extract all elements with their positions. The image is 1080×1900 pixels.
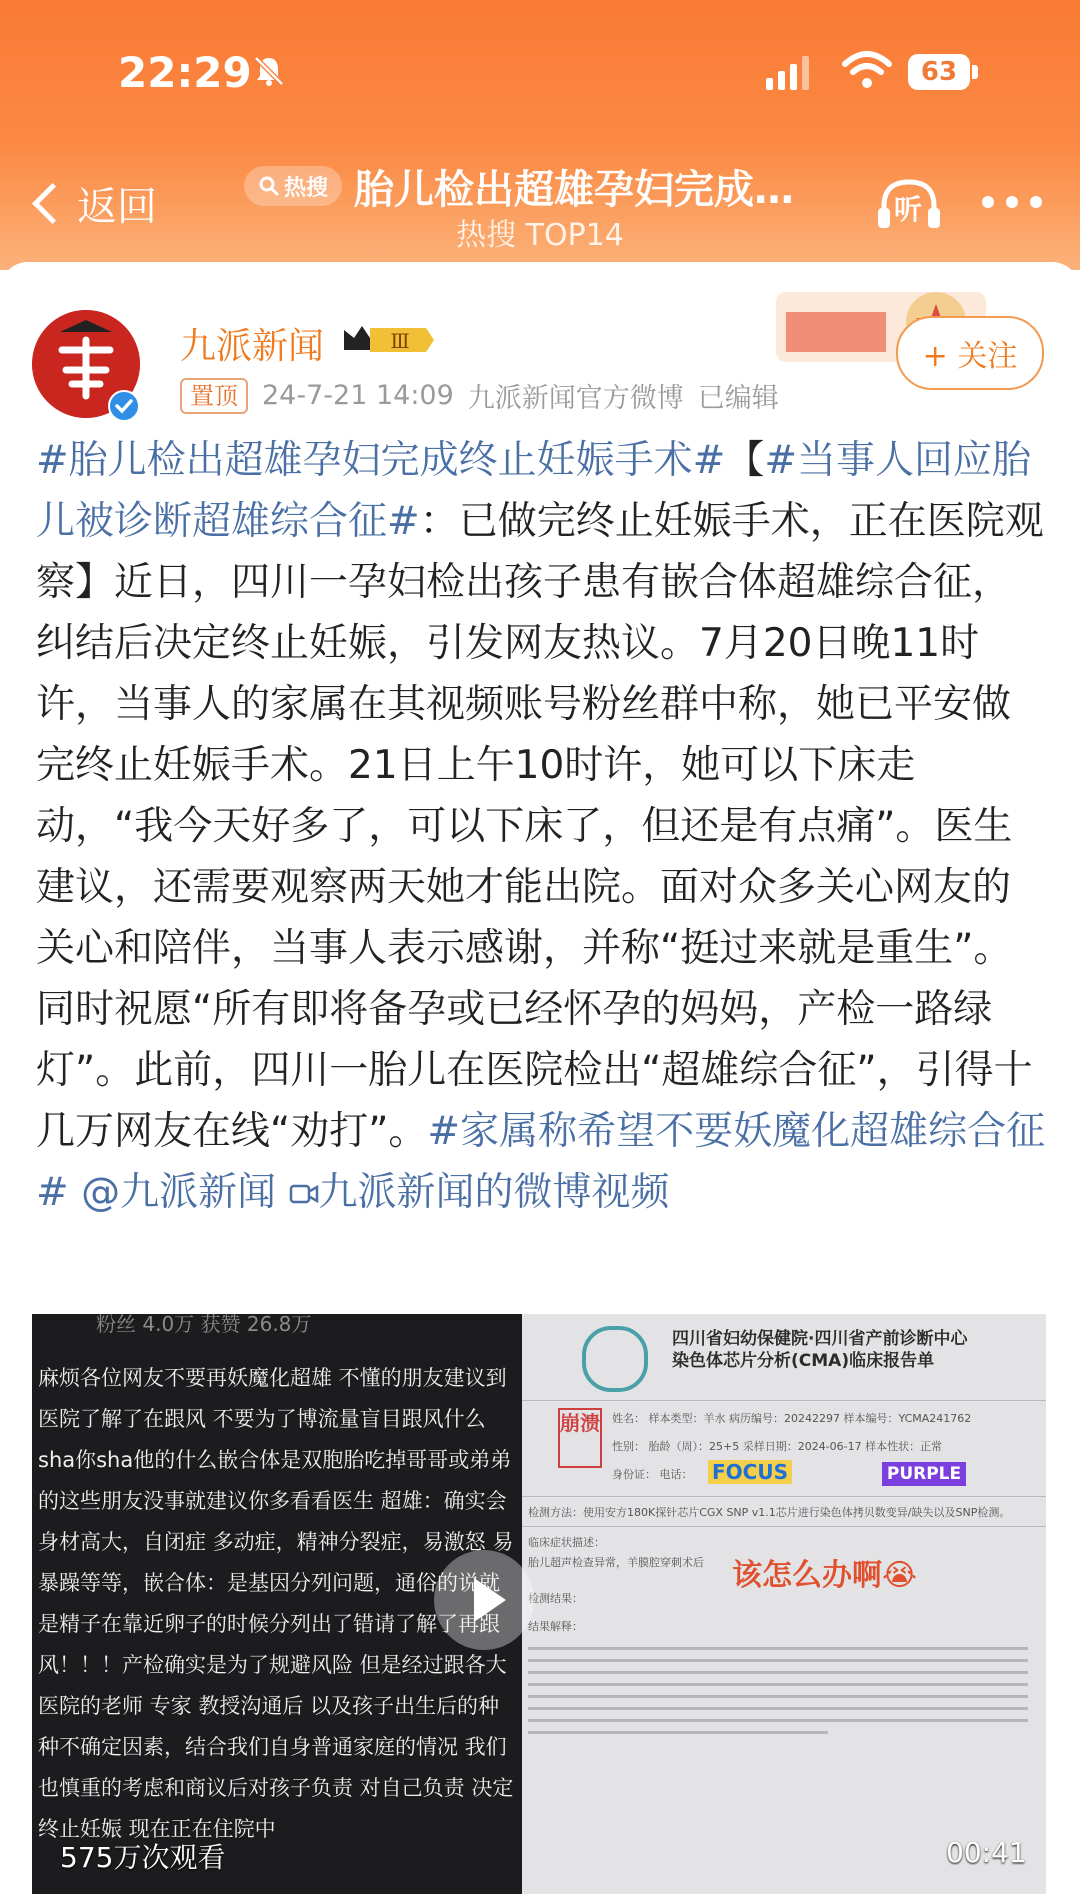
more-dot-icon (1006, 196, 1018, 208)
report-divider (522, 1496, 1046, 1497)
nav-title-row (244, 156, 844, 216)
post-time: 24-7-21 14:09 (262, 380, 454, 411)
view-count: 575万次观看 (60, 1841, 226, 1874)
hot-search-badge (244, 166, 342, 206)
post-source: 九派新闻官方微博 (467, 383, 684, 414)
edited-label[interactable]: 已编辑 (697, 383, 779, 414)
post-text: ：已做完终止妊娠手术，正在医院观察】近日，四川一孕妇检出孩子患有嵌合体超雄综合征，纠结后决定终止妊娠，引发网友热议。7月20日晚11时许，当事人的家属在其视频账号粉丝群中称，她已平安做完终止妊娠手术。21日上午10时许，她可以下床走动，“我今天好多了，可以下床了，但还是有点痛”。医生建议，还需要观察两天她才能出院。面对众多关心网友的关心和陪伴，当事人表示感谢，并称“挺过来就是重生”。同时祝愿“所有即将备孕或已经怀孕的妈妈，产检一路绿灯”。此前，四川一胎儿在医院检出“超雄综合征”，引得十几万网友在线“劝打”。 (36, 499, 1044, 1154)
status-time: 22:29 (118, 48, 252, 97)
vip-level: Ⅲ (390, 329, 410, 353)
report-row: 性别： 胎龄（周）：25+5 采样日期：2024-06-17 样本性状：正常 (612, 1440, 943, 1453)
more-options-button[interactable] (982, 196, 1042, 212)
author-name[interactable]: 九派新闻 (180, 326, 325, 367)
post-meta (180, 376, 793, 415)
page-title: 胎儿检出超雄孕妇完成… (354, 166, 795, 213)
report-title-line: 染色体芯片分析(CMA)临床报告单 (672, 1351, 935, 1371)
signal-icon (766, 56, 810, 90)
mention-link[interactable]: @九派新闻 (81, 1170, 277, 1215)
purple-sticker: PURPLE (882, 1462, 966, 1486)
topic-link[interactable]: #胎儿检出超雄孕妇完成终止妊娠手术# (36, 438, 726, 483)
report-text-line (528, 1683, 1028, 1686)
hospital-logo-icon (582, 1326, 648, 1392)
battery-cap (972, 65, 978, 79)
video-left-header: 粉丝 4.0万 获赞 26.8万 (96, 1314, 312, 1336)
post-card (0, 262, 1080, 1900)
report-row: 临床症状描述： (528, 1536, 605, 1549)
focus-sticker: FOCUS (708, 1460, 792, 1484)
post-body (36, 430, 1046, 1223)
report-text-block (528, 1638, 1028, 1743)
more-dot-icon (1030, 196, 1042, 208)
topic-link[interactable]: #当事人回应胎儿被诊断超雄综合征# (36, 438, 1032, 544)
search-icon (258, 175, 280, 197)
wifi-icon (842, 50, 892, 90)
battery-indicator (908, 54, 980, 90)
report-text-line (528, 1671, 1028, 1674)
report-title (672, 1328, 967, 1372)
report-title-line: 四川省妇幼保健院·四川省产前诊断中心 (672, 1329, 968, 1349)
report-divider (522, 1400, 1046, 1401)
stamp-sticker: 崩溃 (558, 1408, 602, 1468)
battery-level: 63 (908, 54, 970, 90)
back-label: 返回 (77, 183, 157, 230)
report-text-line (528, 1695, 1028, 1698)
video-left-text: 麻烦各位网友不要再妖魔化超雄 不懂的朋友建议到医院了解了在跟风 不要为了博流量盲目跟风什么 sha你sha他的什么嵌合体是双胞胎吃掉哥哥或弟弟的这些朋友没事就建议你多看看医生 超雄：确实会身材高大，自闭症 多动症，精神分裂症，易激怒 易暴躁等等，嵌合体：是基因分列问题，通俗的说就是精子在靠近卵子的时候分列出了错请了解了再跟风！！！产检确实是为了规避风险 但是经过跟各大医院的老师 专家 教授沟通后 以及孩子出生后的种种不确定因素，结合我们自身普通家庭的情况 我们也慎重的考虑和商议后对孩子负责 对自己负责 决定终止妊娠 现在正在住院中 (38, 1366, 514, 1841)
report-text-line (528, 1659, 1028, 1662)
app-header (0, 0, 1080, 270)
report-divider (522, 1526, 1046, 1527)
report-row: 身份证： 电话： (612, 1468, 693, 1481)
listen-label: 听 (894, 193, 923, 226)
verified-badge-icon (108, 390, 140, 422)
video-link-label: 九派新闻的微博视频 (318, 1170, 670, 1215)
report-row: 检测结果： (528, 1592, 583, 1605)
listen-button[interactable] (876, 176, 942, 232)
report-text-line (528, 1707, 1028, 1710)
report-row: 检测方法：使用安方180K探针芯片CGX SNP v1.1芯片进行染色体拷贝数变异/缺失以及SNP检测。 (528, 1506, 1011, 1519)
bracket-text: 【 (725, 438, 765, 483)
report-row: 结果解释： (528, 1620, 583, 1633)
video-duration: 00:41 (946, 1836, 1027, 1869)
page-subtitle: 热搜 TOP14 (456, 218, 624, 253)
follow-button[interactable]: + 关注 (896, 316, 1044, 390)
more-dot-icon (982, 196, 994, 208)
play-button[interactable] (434, 1550, 534, 1650)
report-row: 胎儿超声检查异常，羊膜腔穿刺术后 (528, 1556, 704, 1569)
topic-link[interactable]: #家属称希望不要妖魔化超雄综合征# (36, 1109, 1046, 1215)
video-link[interactable] (289, 1170, 670, 1215)
video-right-frame (522, 1314, 1046, 1894)
report-row: 姓名： 样本类型：羊水 病历编号：20242297 样本编号：YCMA241762 (612, 1412, 972, 1425)
report-text-line (528, 1731, 828, 1734)
hot-badge-label: 热搜 (284, 175, 329, 201)
video-caption: 该怎么办啊😭 (732, 1558, 918, 1593)
vip-crown-icon (340, 320, 436, 360)
video-player[interactable] (32, 1314, 1046, 1894)
video-camera-icon (289, 1181, 319, 1207)
report-text-line (528, 1647, 1028, 1650)
bell-muted-icon (252, 54, 286, 88)
pinned-tag: 置顶 (180, 378, 248, 414)
report-text-line (528, 1719, 1028, 1722)
play-icon (474, 1578, 506, 1622)
